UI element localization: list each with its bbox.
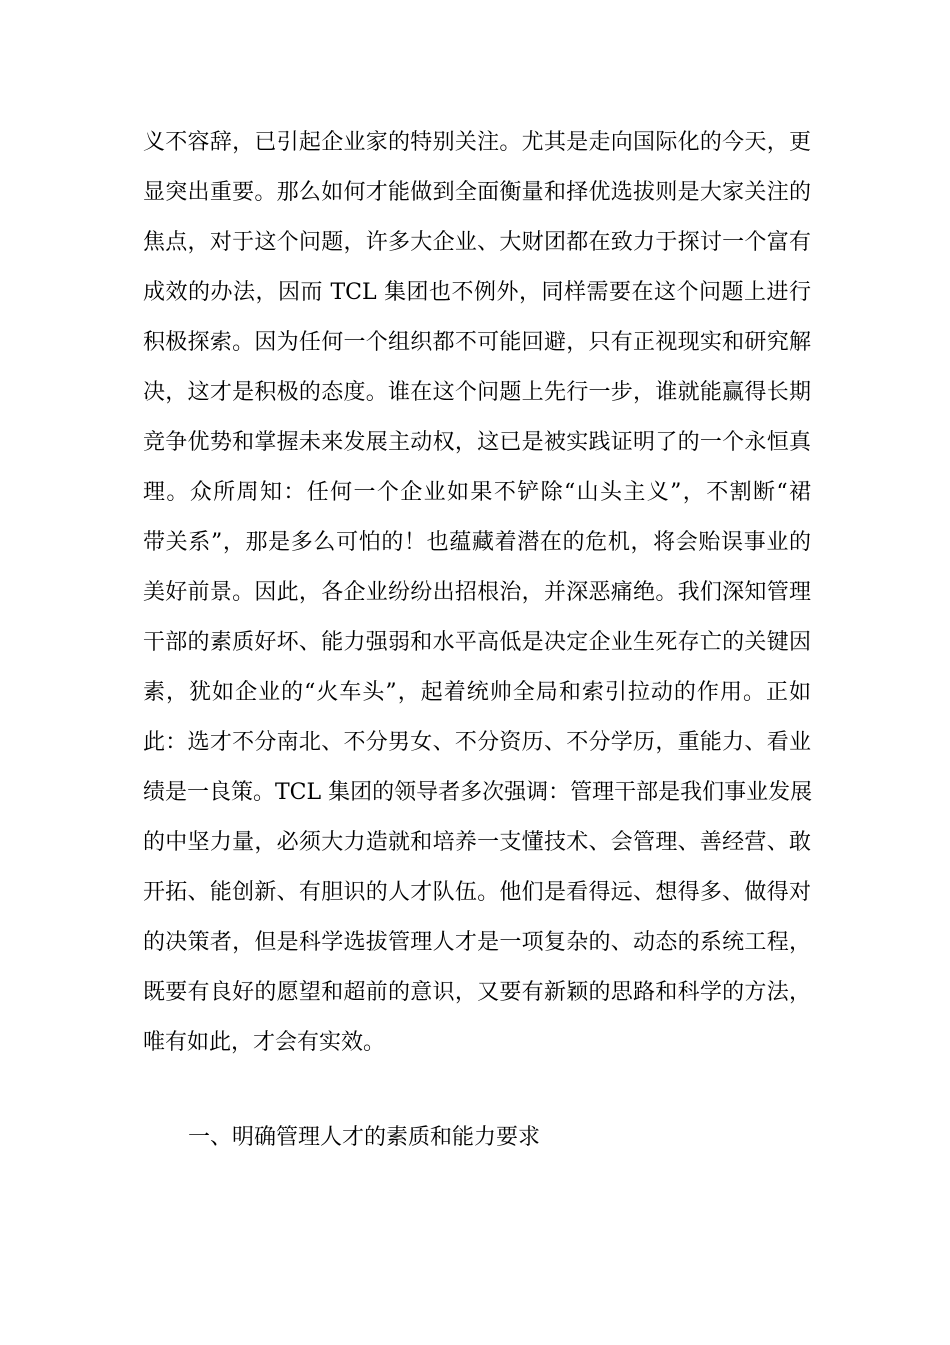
paragraph-line: 义不容辞，已引起企业家的特别关注。尤其是走向国际化的今天，更	[143, 130, 811, 155]
paragraph-line: 理。众所周知：任何一个企业如果不铲除“山头主义”，不割断“裙	[143, 480, 811, 505]
paragraph-line: 绩是一良策。TCL 集团的领导者多次强调：管理干部是我们事业发展	[143, 780, 813, 805]
paragraph-line: 焦点，对于这个问题，许多大企业、大财团都在致力于探讨一个富有	[143, 230, 811, 255]
paragraph-line: 决，这才是积极的态度。谁在这个问题上先行一步，谁就能赢得长期	[143, 380, 811, 405]
paragraph-line: 唯有如此，才会有实效。	[143, 1030, 386, 1055]
paragraph-line: 素，犹如企业的“火车头”，起着统帅全局和索引拉动的作用。正如	[143, 680, 811, 705]
paragraph-line: 成效的办法，因而 TCL 集团也不例外，同样需要在这个问题上进行	[143, 280, 811, 305]
paragraph-line: 带关系”，那是多么可怕的！也蕴藏着潜在的危机，将会贻误事业的	[143, 530, 811, 555]
paragraph-line: 竞争优势和掌握未来发展主动权，这已是被实践证明了的一个永恒真	[143, 430, 811, 455]
paragraph-line: 积极探索。因为任何一个组织都不可能回避，只有正视现实和研究解	[143, 330, 811, 355]
paragraph-line: 既要有良好的愿望和超前的意识，又要有新颖的思路和科学的方法，	[143, 980, 811, 1005]
body-paragraph	[143, 118, 811, 1068]
paragraph-line: 的中坚力量，必须大力造就和培养一支懂技术、会管理、善经营、敢	[143, 830, 811, 855]
paragraph-line: 显突出重要。那么如何才能做到全面衡量和择优选拔则是大家关注的	[143, 180, 811, 205]
paragraph-line: 美好前景。因此，各企业纷纷出招根治，并深恶痛绝。我们深知管理	[143, 580, 811, 605]
section-heading: 一、明确管理人才的素质和能力要求	[188, 1125, 541, 1150]
paragraph-line: 开拓、能创新、有胆识的人才队伍。他们是看得远、想得多、做得对	[143, 880, 811, 905]
paragraph-line: 干部的素质好坏、能力强弱和水平高低是决定企业生死存亡的关键因	[143, 630, 811, 655]
paragraph-line: 此：选才不分南北、不分男女、不分资历、不分学历，重能力、看业	[143, 730, 811, 755]
paragraph-line: 的决策者，但是科学选拔管理人才是一项复杂的、动态的系统工程，	[143, 930, 811, 955]
